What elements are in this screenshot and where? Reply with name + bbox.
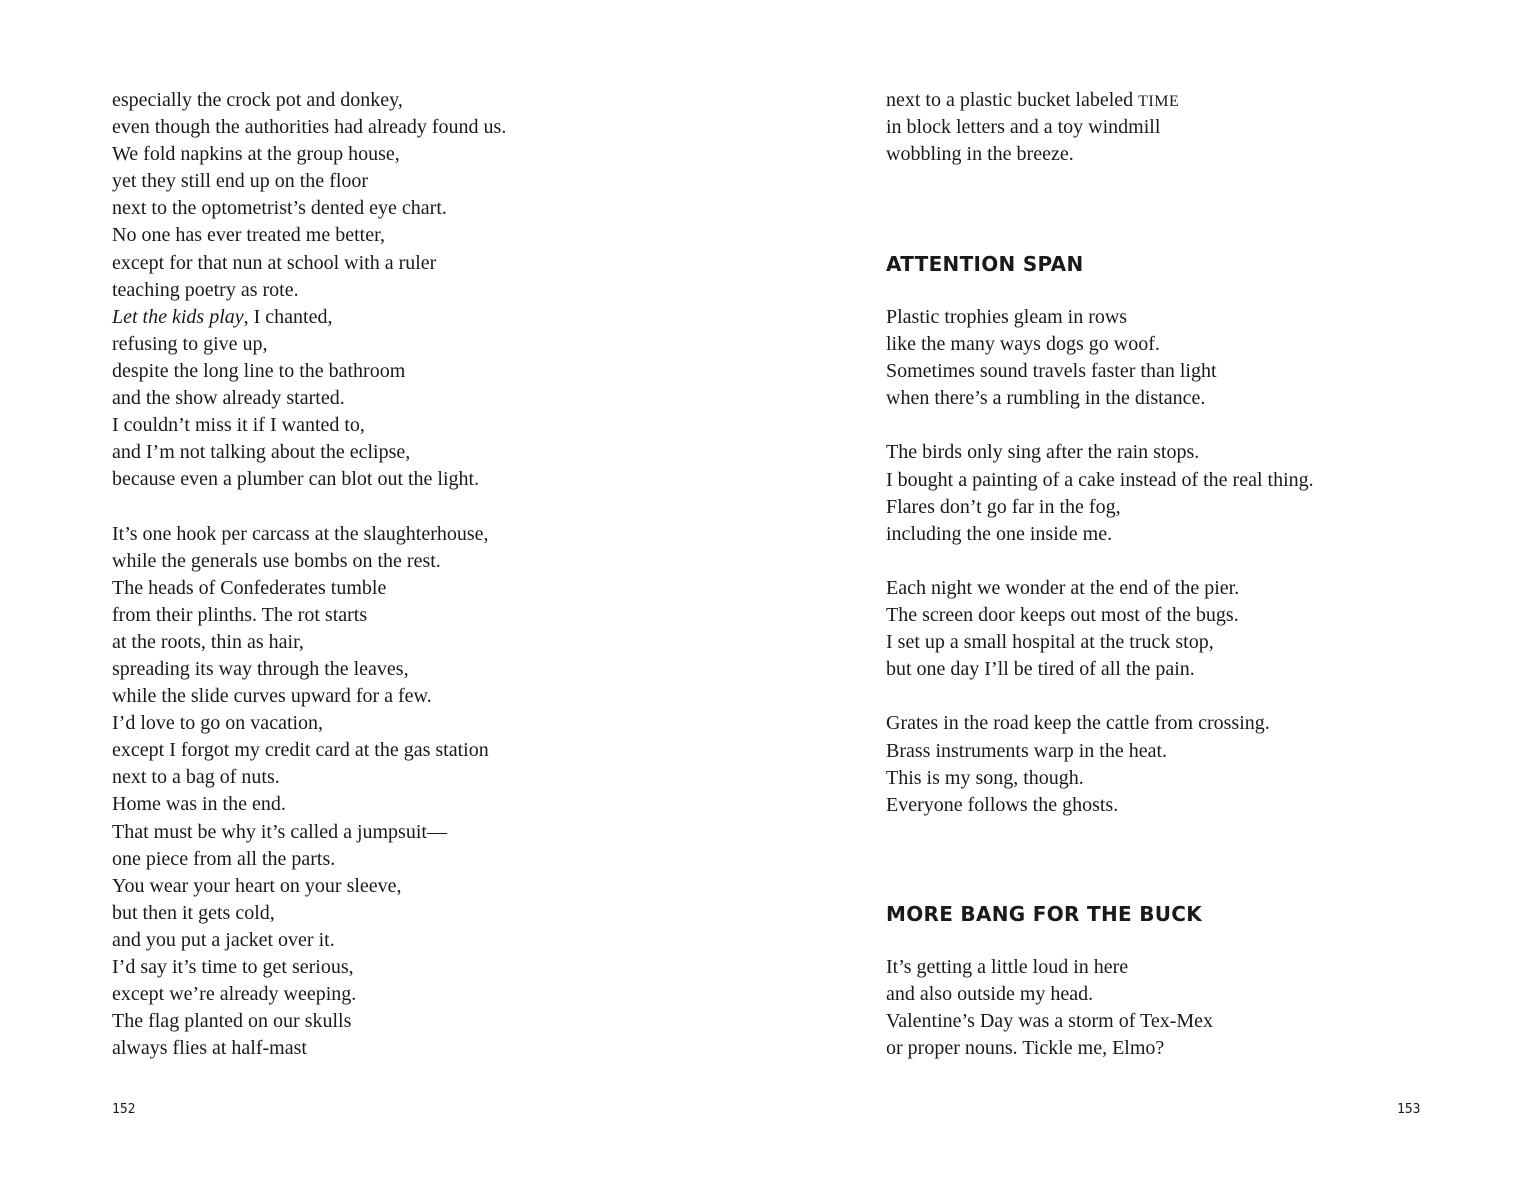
poem-line: spreading its way through the leaves,	[112, 657, 409, 680]
poem-line: Plastic trophies gleam in rows	[886, 306, 1128, 328]
poem-line: but one day I’ll be tired of all the pain.	[886, 658, 1195, 681]
poem-line: Brass instruments warp in the heat.	[886, 739, 1168, 762]
poem-line	[112, 304, 506, 331]
poem-line-rest: , I chanted,	[243, 305, 333, 328]
poem-line: It’s one hook per carcass at the slaughterhouse,	[112, 522, 489, 545]
poem-line: except we’re already weeping.	[112, 983, 357, 1006]
poem-line: refusing to give up,	[112, 332, 268, 355]
poem-line: The screen door keeps out most of the bugs.	[886, 604, 1239, 627]
poem-line: and you put a jacket over it.	[112, 928, 335, 951]
poem-line: It’s getting a little loud in here	[886, 956, 1129, 978]
poem-line: in block letters and a toy windmill	[886, 116, 1161, 139]
poem-line: I set up a small hospital at the truck stop,	[886, 631, 1214, 654]
poem-line: while the generals use bombs on the rest.	[112, 549, 441, 572]
poem-body-more-bang	[886, 954, 1213, 1062]
poem-line: even though the authorities had already found us.	[112, 116, 507, 139]
poem-line: especially the crock pot and donkey,	[112, 89, 403, 111]
poem-line: We fold napkins at the group house,	[112, 143, 400, 166]
poem-line: except for that nun at school with a ruler	[112, 251, 437, 274]
poem-line: You wear your heart on your sleeve,	[112, 874, 402, 897]
poem-line: I bought a painting of a cake instead of the real thing.	[886, 468, 1314, 491]
poem-line: This is my song, though.	[886, 766, 1084, 789]
poem-line: at the roots, thin as hair,	[112, 630, 304, 653]
poem-line: while the slide curves upward for a few.	[112, 685, 432, 708]
poem-line: except I forgot my credit card at the gas station	[112, 739, 489, 762]
poem-line: because even a plumber can blot out the light.	[112, 468, 480, 491]
poem-continuation-left	[112, 87, 506, 1062]
poem-line: teaching poetry as rote.	[112, 278, 299, 301]
left-page	[0, 0, 767, 1193]
poem-line: like the many ways dogs go woof.	[886, 333, 1160, 356]
poem-line: and I’m not talking about the eclipse,	[112, 441, 411, 464]
stanza-break	[886, 548, 1314, 575]
poem-line: and the show already started.	[112, 387, 345, 410]
poem-line: or proper nouns. Tickle me, Elmo?	[886, 1037, 1165, 1060]
poem-line: Valentine’s Day was a storm of Tex-Mex	[886, 1010, 1214, 1033]
poem-line: The heads of Confederates tumble	[112, 576, 387, 599]
poem-line: when there’s a rumbling in the distance.	[886, 387, 1206, 410]
poem-continuation-right	[886, 87, 1179, 168]
stanza-break	[886, 683, 1314, 710]
poem-body-attention-span	[886, 304, 1314, 819]
poem-line-smallcaps: TIME	[1138, 93, 1180, 110]
poem-line-text: next to a plastic bucket labeled	[886, 89, 1139, 111]
poem-line: next to a bag of nuts.	[112, 766, 280, 789]
poem-line: including the one inside me.	[886, 522, 1113, 545]
poem-line	[886, 87, 1179, 114]
page-number: 152	[112, 1102, 136, 1117]
poem-line: and also outside my head.	[886, 983, 1094, 1006]
poem-line: Each night we wonder at the end of the pier.	[886, 576, 1240, 599]
poem-line: yet they still end up on the floor	[112, 170, 369, 193]
poem-line: Home was in the end.	[112, 793, 286, 816]
poem-line: but then it gets cold,	[112, 901, 275, 924]
stanza-break	[112, 493, 506, 520]
poem-line: next to the optometrist’s dented eye chart.	[112, 197, 447, 220]
poem-line-italic: Let the kids play	[112, 305, 244, 328]
poem-line: Grates in the road keep the cattle from crossing.	[886, 712, 1270, 735]
poem-line: I’d love to go on vacation,	[112, 712, 324, 735]
poem-line: The flag planted on our skulls	[112, 1010, 352, 1033]
poem-line: from their plinths. The rot starts	[112, 603, 368, 626]
stanza-break	[886, 412, 1314, 439]
poem-title: ATTENTION SPAN	[886, 252, 1084, 276]
poem-line: I couldn’t miss it if I wanted to,	[112, 414, 365, 437]
poem-line: one piece from all the parts.	[112, 847, 336, 870]
poem-line: That must be why it’s called a jumpsuit—	[112, 820, 447, 843]
poem-line: wobbling in the breeze.	[886, 143, 1074, 166]
poem-line: Sometimes sound travels faster than light	[886, 360, 1217, 383]
poem-line: despite the long line to the bathroom	[112, 359, 406, 382]
right-page	[767, 0, 1535, 1193]
page-number: 153	[1397, 1102, 1421, 1117]
poem-line: Flares don’t go far in the fog,	[886, 495, 1121, 518]
poem-line: The birds only sing after the rain stops.	[886, 441, 1200, 464]
poem-line: No one has ever treated me better,	[112, 224, 385, 247]
poem-title: MORE BANG FOR THE BUCK	[886, 902, 1203, 926]
poem-line: Everyone follows the ghosts.	[886, 793, 1119, 816]
poem-line: I’d say it’s time to get serious,	[112, 956, 354, 978]
poem-line: always flies at half-mast	[112, 1037, 307, 1060]
